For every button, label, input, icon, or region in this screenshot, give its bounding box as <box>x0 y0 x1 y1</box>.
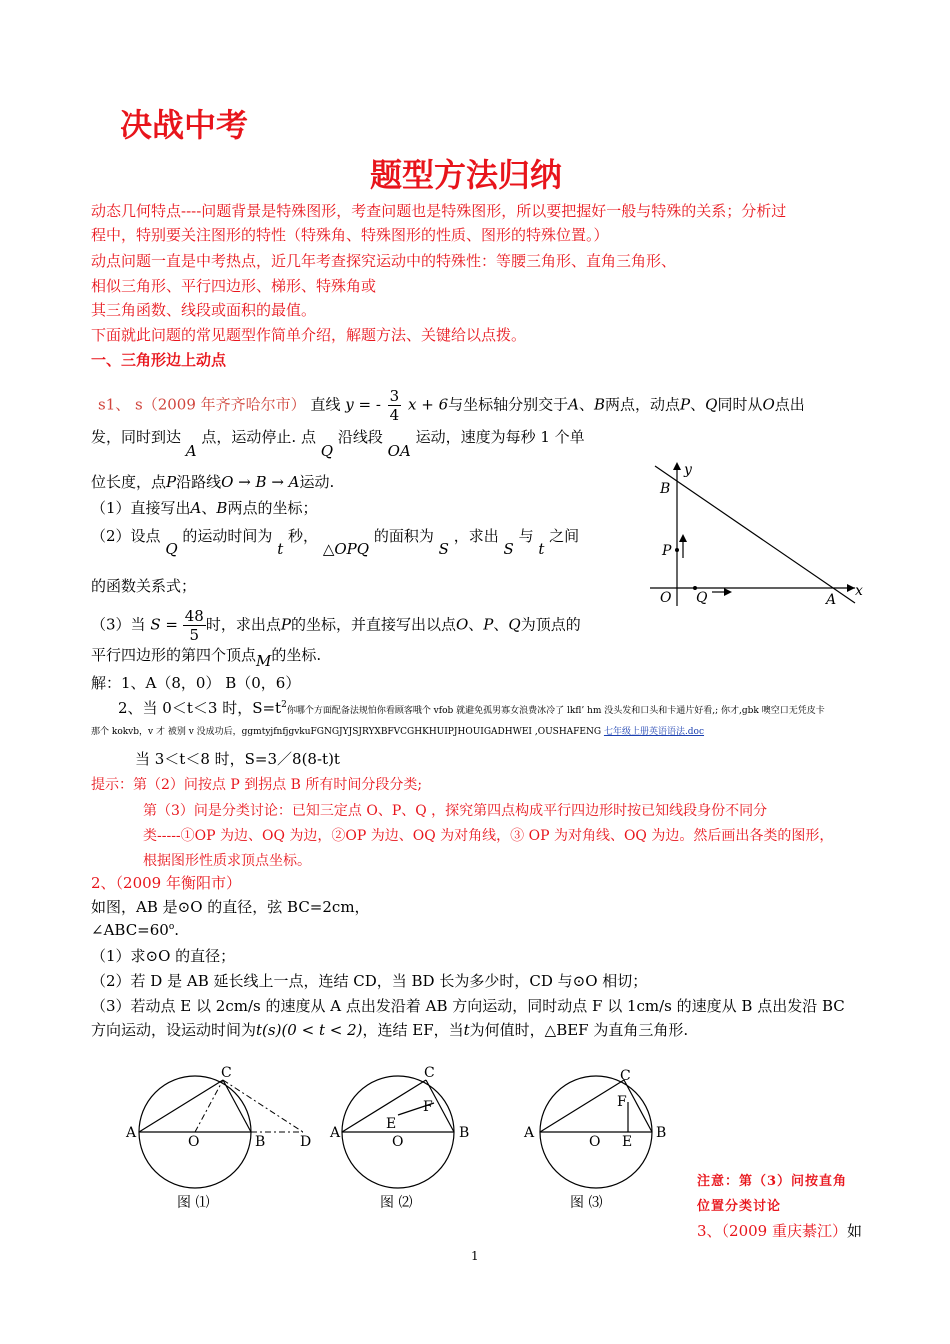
text: 平行四边形的第四个顶点 <box>91 646 257 664</box>
text: 为何值时，△BEF 为直角三角形. <box>469 1021 689 1039</box>
math-var: M <box>256 652 272 670</box>
text: ∠ABC=60 <box>91 921 169 939</box>
text: 秒， <box>288 527 319 545</box>
label-a: A <box>330 1125 341 1141</box>
text: 如 <box>847 1222 863 1240</box>
fraction-denominator: 4 <box>389 406 400 424</box>
label-p: P <box>662 543 672 559</box>
math-var: P <box>483 615 494 634</box>
math-var: A <box>568 395 579 414</box>
math-var: S <box>438 540 449 558</box>
page-number: 1 <box>471 1249 479 1263</box>
label-a: A <box>126 1125 137 1141</box>
label-o: O <box>392 1134 404 1150</box>
label-b: B <box>459 1125 470 1141</box>
text: （2）设点 <box>91 527 161 545</box>
problem-1-q2 <box>91 525 580 558</box>
tip-line: 根据图形性质求顶点坐标。 <box>143 853 311 869</box>
problem-1-line-2 <box>91 426 585 460</box>
label-c: C <box>424 1065 435 1081</box>
coordinate-figure <box>650 458 865 608</box>
label-d: D <box>300 1134 312 1150</box>
solution-line-2 <box>118 697 825 718</box>
chord-bc <box>223 1080 251 1132</box>
fraction-numerator: 48 <box>184 607 204 625</box>
fraction <box>388 387 402 424</box>
problem-3-tag: 3、（2009 重庆綦江） <box>697 1222 847 1240</box>
text: 2、当 0＜t＜3 时，S=t <box>118 699 282 717</box>
math-var: S <box>503 540 514 558</box>
text: 与 <box>518 527 534 545</box>
intro-line: 下面就此问题的常见题型作简单介绍，解题方法、关键给以点拨。 <box>91 326 527 344</box>
text: ，连结 EF，当 <box>362 1021 464 1039</box>
label-f: F <box>423 1099 433 1115</box>
doc-link[interactable]: 七年级上册英语语法.doc <box>603 727 705 737</box>
p-arrow-head <box>679 534 687 542</box>
radius-oc <box>195 1080 223 1132</box>
chord-ac <box>139 1080 223 1132</box>
note-line: 位置分类讨论 <box>697 1199 782 1214</box>
label-b: B <box>660 481 671 497</box>
fraction <box>183 607 206 644</box>
text: 的坐标，并直接写出以点 <box>290 615 456 634</box>
text: 位长度，点 <box>91 473 167 491</box>
math-var: t <box>538 540 545 558</box>
math-var: B <box>593 395 606 414</box>
x-axis-arrow <box>847 584 855 592</box>
equation: x + 6 <box>408 395 449 414</box>
problem-2-line <box>91 921 179 939</box>
text: 点出 <box>774 395 805 414</box>
math-var: △OPQ <box>322 540 370 558</box>
problem-3-line <box>697 1220 862 1241</box>
text: （3）当 <box>91 615 146 634</box>
page-title: 题型方法归纳 <box>370 156 563 194</box>
text: 同时从 <box>717 395 763 414</box>
problem-2-tag: 2、（2009 年衡阳市） <box>91 874 241 892</box>
label-y: y <box>684 462 692 478</box>
fraction-numerator: 3 <box>389 387 400 405</box>
text: 、 <box>493 615 509 634</box>
text: 的面积为 <box>373 527 434 545</box>
figure-caption: 图 ⑵ <box>380 1195 413 1211</box>
text: 、 <box>578 395 594 414</box>
math-var: P <box>166 473 177 491</box>
circle-figure-2 <box>328 1060 478 1220</box>
label-e: E <box>622 1134 633 1150</box>
text: 沿路线 <box>176 473 222 491</box>
math-var: O → B → A <box>221 473 300 491</box>
label-b: B <box>656 1125 667 1141</box>
math-var: P <box>280 615 291 634</box>
q-arrow-head <box>724 588 732 596</box>
section-heading: 一、三角形边上动点 <box>91 351 227 369</box>
solution-line-1: 解：1、A（8，0） B（0，6） <box>91 674 301 692</box>
point-p <box>675 548 679 552</box>
noise-text-line-2 <box>91 724 704 737</box>
math-var: A <box>190 499 202 517</box>
label-e: E <box>386 1116 397 1132</box>
math-var: Q <box>705 395 718 414</box>
text: 、 <box>201 499 217 517</box>
math-expr: t(s)(0 < t < 2) <box>256 1021 363 1039</box>
problem-1-line-1 <box>98 387 805 424</box>
label-c: C <box>221 1065 232 1081</box>
intro-line: 动点问题一直是中考热点，近几年考查探究运动中的特殊性：等腰三角形、直角三角形、 <box>91 252 677 270</box>
label-a: A <box>826 592 837 608</box>
math-var: A <box>185 442 197 460</box>
math-var: Q <box>165 540 178 558</box>
text: 沿线段 <box>337 428 383 446</box>
label-o: O <box>188 1134 200 1150</box>
problem-1-q2-line-2: 的函数关系式； <box>91 577 197 595</box>
math-var: O <box>455 615 469 634</box>
intro-line: 动态几何特点----问题背景是特殊图形，考查问题也是特殊图形，所以要把握好一般与特殊的关系；分析过 <box>91 202 787 220</box>
tip-line: 提示：第（2）问按点 P 到拐点 B 所有时间分段分类; <box>91 777 423 793</box>
intro-line: 相似三角形、平行四边形、梯形、特殊角或 <box>91 277 377 295</box>
equation: y = - <box>345 395 381 414</box>
problem-2-q2: （2）若 D 是 AB 延长线上一点，连结 CD，当 BD 长为多少时，CD 与⊙O 相切； <box>91 972 648 990</box>
text: 与坐标轴分别交于 <box>448 395 569 414</box>
label-o: O <box>589 1134 601 1150</box>
text: （1）直接写出 <box>91 499 191 517</box>
text: 直线 <box>310 395 341 414</box>
label-a: A <box>524 1125 535 1141</box>
superscript: 2 <box>281 700 287 710</box>
math-var: O <box>762 395 775 414</box>
problem-2-q3-line-2 <box>91 1019 688 1040</box>
noise-text: 那个 kokvb，v 才 被别 v 没成功后，ggmtyjfnfjgvkuFGNGJYJSJRYXBFVCGHKHUIPJHOUIGADHWEI ,OUSHAFENG <box>91 727 602 737</box>
problem-1-line-3 <box>91 471 334 492</box>
line-cd <box>223 1080 303 1132</box>
figure-caption: 图 ⑴ <box>177 1195 210 1211</box>
text: 、 <box>468 615 484 634</box>
noise-text: 你哪个方面配备法规怕你看顾客哦个 vfob 就避免孤男寡女浪费冰冷了 lkfl’ hm 没头发和口头和卡通片好看,; 你才,gbk 噢空口无凭皮卡 <box>286 706 825 716</box>
tip-line: 第（3）问是分类讨论：已知三定点 O、P、Q ，探究第四点构成平行四边形时按已知线段身份不同分 <box>143 803 768 819</box>
fraction-denominator: 5 <box>189 626 200 644</box>
chord-ac <box>342 1080 426 1132</box>
figure-caption: 图 ⑶ <box>570 1195 603 1211</box>
solution-line-3: 当 3＜t＜8 时，S=3／8(8-t)t <box>135 750 340 768</box>
text: 为顶点的 <box>520 615 581 634</box>
superscript: o <box>168 922 175 932</box>
problem-1-q3 <box>91 607 581 644</box>
math-var: Q <box>508 615 521 634</box>
text: 发，同时到达 <box>91 428 182 446</box>
tip-line: 类-----①OP 为边、OQ 为边，②OP 为边、OQ 为对角线，③ OP 为对角线、OQ 为边。然后画出各类的图形， <box>143 828 834 844</box>
intro-line: 其三角函数、线段或面积的最值。 <box>91 301 317 319</box>
math-var: Q <box>320 442 334 460</box>
circle-figure-3 <box>520 1060 680 1220</box>
math-var: t <box>277 540 284 558</box>
line-ab <box>655 466 855 603</box>
label-c: C <box>620 1068 631 1084</box>
math-var: t <box>463 1021 470 1039</box>
circle-figure-1 <box>120 1060 320 1220</box>
label-f: F <box>617 1094 627 1110</box>
text: 、 <box>690 395 706 414</box>
intro-line: 程中，特别要关注图形的特性（特殊角、特殊图形的性质、图形的特殊位置。） <box>91 226 609 244</box>
text: . <box>174 921 180 939</box>
brand-title: 决战中考 <box>120 106 249 144</box>
math-var: B <box>216 499 228 517</box>
text: 之间 <box>549 527 580 545</box>
problem-1-q3-line-2 <box>91 644 322 670</box>
math-var: P <box>680 395 691 414</box>
problem-1-q1 <box>91 497 317 518</box>
math-var: S = <box>150 615 178 634</box>
text: 两点，动点 <box>605 395 681 414</box>
text: 运动. <box>299 473 335 491</box>
label-q: Q <box>696 590 708 606</box>
math-var: OA <box>387 442 411 460</box>
problem-2-q1: （1）求⊙O 的直径； <box>91 947 236 965</box>
problem-2-line: 如图，AB 是⊙O 的直径，弦 BC=2cm， <box>91 898 370 916</box>
chord-ac <box>540 1080 624 1132</box>
text: 运动，速度为每秒 1 个单 <box>415 428 585 446</box>
text: 点，运动停止. 点 <box>201 428 316 446</box>
label-b: B <box>255 1134 266 1150</box>
text: ，求出 <box>453 527 499 545</box>
text: 方向运动，设运动时间为 <box>91 1021 257 1039</box>
label-x: x <box>855 583 863 599</box>
text: 的运动时间为 <box>182 527 273 545</box>
label-o: O <box>660 590 672 606</box>
problem-1-tag: s1、 s（2009 年齐齐哈尔市） <box>98 395 306 414</box>
problem-2-q3: （3）若动点 E 以 2cm/s 的速度从 A 点出发沿着 AB 方向运动，同时动点 F 以 1cm/s 的速度从 B 点出发沿 BC <box>91 997 845 1015</box>
text: 两点的坐标； <box>227 499 318 517</box>
note-line: 注意：第（3）问按直角 <box>697 1174 848 1189</box>
text: 时，求出点 <box>205 615 281 634</box>
text: 的坐标. <box>271 646 322 664</box>
y-axis-arrow <box>673 462 681 470</box>
